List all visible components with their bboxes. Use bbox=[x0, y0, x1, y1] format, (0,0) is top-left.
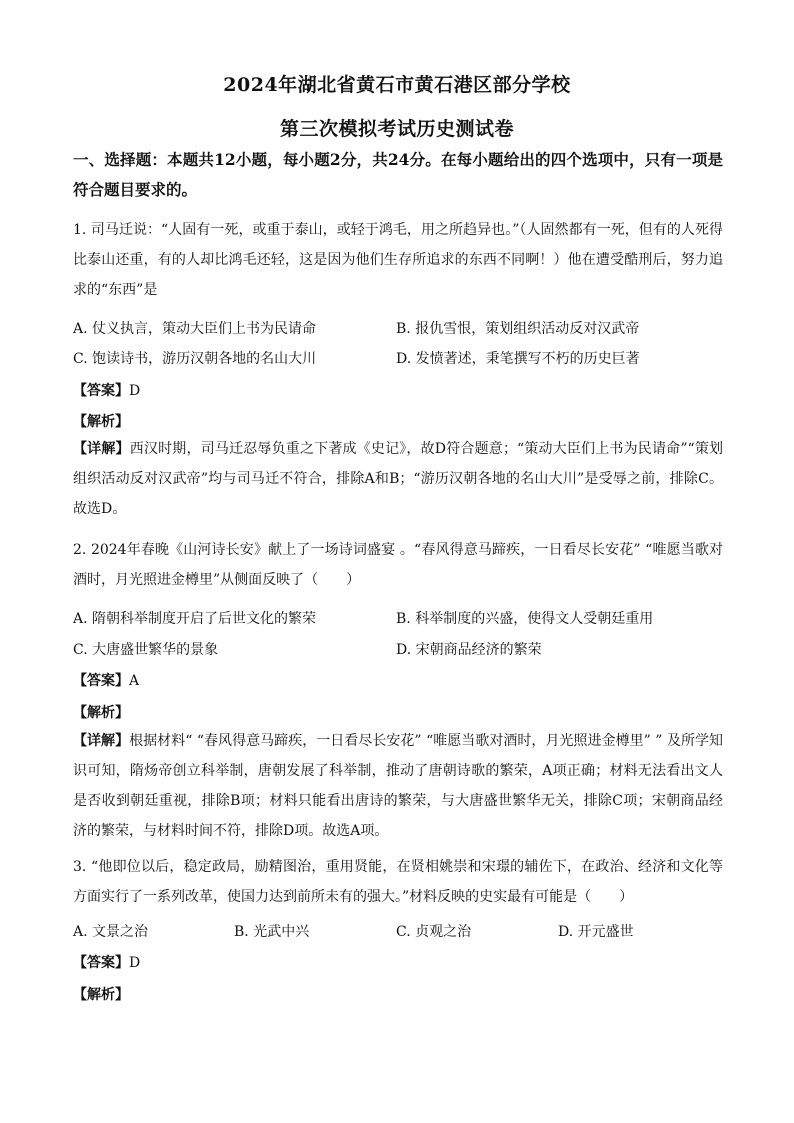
question-1-answer bbox=[73, 380, 140, 400]
detail-text: 根据材料“ “春风得意马蹄疾，一日看尽长安花” “唯愿当歌对酒时，月光照进金樽里” ” 及所学知识可知，隋炀帝创立科举制，唐朝发展了科举制，推动了唐朝诗歌的繁荣，A项正确；材料无法看出文人是否收到朝廷重视，排除B项；材料只能看出唐诗的繁荣，与大唐盛世繁华无关，排除C项；宋朝商品经济的繁荣，与材料时间不符，排除D项。故选A项。 bbox=[73, 733, 723, 839]
question-3-option-c: C. 贞观之治 bbox=[396, 924, 472, 940]
question-3-answer bbox=[73, 952, 140, 972]
question-1-detail bbox=[73, 434, 723, 524]
detail-text: 西汉时期，司马迁忍辱负重之下著成《史记》，故D符合题意；“策动大臣们上书为民请命”“策划组织活动反对汉武帝”均与司马迁不符合，排除A和B；“游历汉朝各地的名山大川”是受辱之前，排除C。故选D。 bbox=[73, 441, 724, 517]
detail-label: 【详解】 bbox=[73, 441, 130, 457]
answer-value: D bbox=[129, 955, 141, 971]
question-1-option-c: C. 饱读诗书，游历汉朝各地的名山大川 bbox=[73, 351, 317, 367]
answer-label: 【答案】 bbox=[73, 673, 129, 689]
question-1-option-d: D. 发愤著述，秉笔撰写不朽的历史巨著 bbox=[396, 351, 640, 367]
question-3-stem: 3. “他即位以后，稳定政局，励精图治，重用贤能，在贤相姚崇和宋璟的辅佐下，在政治、经济和文化等方面实行了一系列改革，使国力达到前所未有的强大。”材料反映的史实最有可能是（ ） bbox=[73, 859, 723, 905]
question-2-stem: 2. 2024年春晚《山河诗长安》献上了一场诗词盛宴 。“春风得意马蹄疾，一日看尽长安花” “唯愿当歌对酒时，月光照进金樽里”从侧面反映了（ ） bbox=[73, 542, 723, 588]
answer-value: D bbox=[129, 383, 141, 399]
answer-label: 【答案】 bbox=[73, 955, 129, 971]
page-title: 2024年湖北省黄石市黄石港区部分学校 bbox=[223, 74, 571, 96]
page-subtitle: 第三次模拟考试历史测试卷 bbox=[279, 118, 514, 140]
question-1-option-b: B. 报仇雪恨，策划组织活动反对汉武帝 bbox=[396, 321, 640, 337]
answer-value: A bbox=[129, 673, 140, 689]
question-2-option-b: B. 科举制度的兴盛，使得文人受朝廷重用 bbox=[396, 611, 654, 627]
question-3-option-a: A. 文景之治 bbox=[73, 924, 149, 940]
detail-label: 【详解】 bbox=[73, 733, 130, 749]
question-3-option-d: D. 开元盛世 bbox=[558, 924, 634, 940]
question-3-option-b: B. 光武中兴 bbox=[234, 924, 310, 940]
question-3-analysis-label: 【解析】 bbox=[73, 987, 129, 1003]
section-heading: 一、选择题：本题共12小题，每小题2分，共24分。在每小题给出的四个选项中，只有一项是符合题目要求的。 bbox=[73, 150, 723, 199]
answer-label: 【答案】 bbox=[73, 383, 129, 399]
question-2-option-a: A. 隋朝科举制度开启了后世文化的繁荣 bbox=[73, 611, 317, 627]
question-1-analysis-label: 【解析】 bbox=[73, 414, 129, 430]
question-2-analysis-label: 【解析】 bbox=[73, 705, 129, 721]
question-1-stem: 1. 司马迁说：“人固有一死，或重于泰山，或轻于鸿毛，用之所趋异也。”（人固然都有一死，但有的人死得比泰山还重，有的人却比鸿毛还轻，这是因为他们生存所追求的东西不同啊！）他在遭受酷刑后，努力追求的“东西”是 bbox=[73, 222, 723, 298]
question-2-option-d: D. 宋朝商品经济的繁荣 bbox=[396, 642, 542, 658]
question-1-option-a: A. 仗义执言，策动大臣们上书为民请命 bbox=[73, 321, 317, 337]
question-2-option-c: C. 大唐盛世繁华的景象 bbox=[73, 642, 219, 658]
question-2-answer bbox=[73, 670, 139, 690]
question-2-detail bbox=[73, 726, 723, 846]
